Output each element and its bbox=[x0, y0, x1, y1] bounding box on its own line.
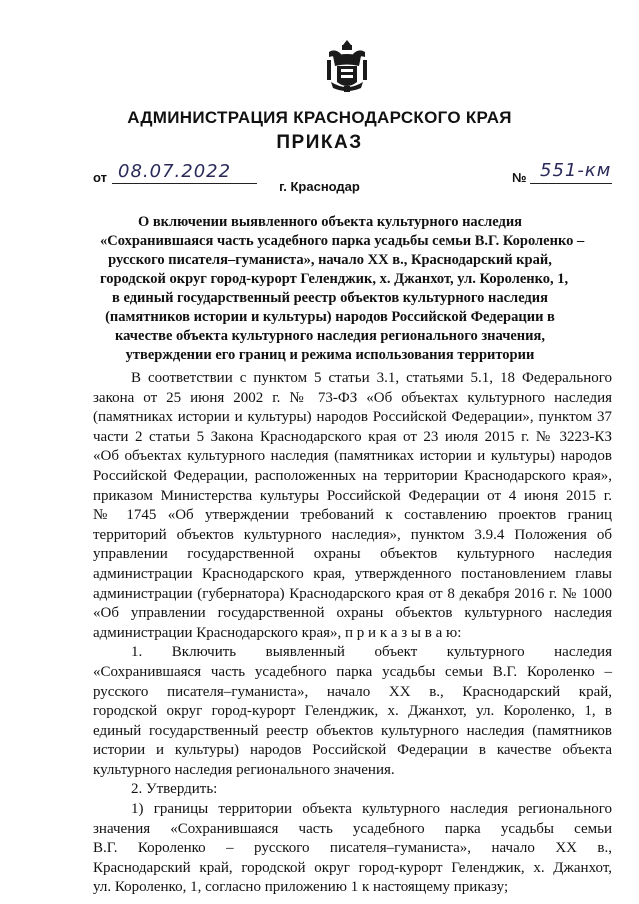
text-line: закона от 25 июня 2002 г. № 73-ФЗ «Об объектах культурного наследия bbox=[93, 389, 612, 406]
handwritten-date: 08.07.2022 bbox=[118, 161, 232, 182]
text-line: части 2 статьи 5 Закона Краснодарского края от 23 июля 2015 г. № 3223-КЗ bbox=[93, 428, 612, 445]
date-prefix: от bbox=[93, 170, 107, 185]
text-line: В соответствии с пунктом 5 статьи 3.1, статьями 5.1, 18 Федерального bbox=[131, 370, 612, 386]
subject-line: городской округ город-курорт Геленджик, х. Джанхот, ул. Короленко, 1, bbox=[100, 271, 569, 287]
text-line: единый государственный реестр объектов культурного наследия (памятников bbox=[93, 722, 612, 739]
text-line: территорий объектов культурного наследия», пунктом 3.9.4 Положения об bbox=[93, 526, 612, 543]
organization-title: АДМИНИСТРАЦИЯ КРАСНОДАРСКОГО КРАЯ bbox=[127, 108, 512, 127]
text-line: Краснодарский край, городской округ город-курорт Геленджик, х. Джанхот, bbox=[93, 859, 612, 876]
text-line: управлении государственной охраны объектов культурного наследия bbox=[93, 546, 612, 563]
subject-line: О включении выявленного объекта культурного наследия bbox=[137, 214, 523, 230]
text-line: истории и культуры) народов Российской Федерации в качестве объекта bbox=[93, 742, 612, 759]
item-2-1-paragraph bbox=[93, 800, 612, 898]
preamble-paragraph bbox=[93, 369, 612, 643]
text-line: администрации (губернатора) Краснодарского края от 8 декабря 2016 г. № 1000 bbox=[93, 585, 612, 602]
document-subject bbox=[100, 213, 585, 365]
handwritten-number: 551-км bbox=[540, 160, 612, 181]
number-prefix: № bbox=[512, 170, 527, 185]
document-body bbox=[93, 369, 612, 898]
text-line: администрации Краснодарского края, утвержденного постановлением главы bbox=[93, 565, 612, 582]
text-line: русского писателя–гуманиста», начало XX в., Краснодарский край, bbox=[93, 683, 612, 700]
coat-of-arms-icon bbox=[323, 38, 371, 94]
text-line: (памятниках истории и культуры) народов Российской Федерации», пунктом 37 bbox=[93, 409, 612, 426]
text-line: 1) границы территории объекта культурного наследия регионального bbox=[131, 801, 612, 818]
subject-line: качестве объекта культурного наследия регионального значения, bbox=[115, 328, 545, 344]
text-line: 1. Включить выявленный объект культурного наследия bbox=[131, 644, 612, 661]
text-line: значения «Сохранившаяся часть усадебного парка усадьбы семьи bbox=[93, 820, 612, 837]
document-type: ПРИКАЗ bbox=[276, 132, 363, 153]
subject-line: русского писателя–гуманиста», начало XX в., Краснодарский край, bbox=[108, 252, 552, 268]
text-line: приказом Министерства культуры Российской Федерации от 4 июня 2015 г. bbox=[93, 487, 612, 504]
text-line: культурного наследия регионального значения. bbox=[93, 761, 395, 778]
text-line: Российской Федерации, расположенных на территории Краснодарского края», bbox=[93, 467, 612, 484]
text-line: В.Г. Короленко – русского писателя–гуманиста», начало XX в., bbox=[93, 840, 612, 857]
text-line: администрации Краснодарского края», п р и к а з ы в а ю: bbox=[93, 624, 462, 641]
text-line: городской округ город-курорт Геленджик, х. Джанхот, ул. Короленко, 1, в bbox=[93, 703, 612, 720]
subject-line: в единый государственный реестр объектов культурного наследия bbox=[112, 290, 548, 306]
text-line: «Об управлении государственной охраны объектов культурного наследия bbox=[93, 605, 612, 622]
subject-line: (памятников истории и культуры) народов Российской Федерации в bbox=[105, 309, 555, 325]
text-line: 2. Утвердить: bbox=[131, 781, 218, 798]
text-line: «Об объектах культурного наследия (памятниках истории и культуры) народов bbox=[93, 448, 612, 465]
text-line: ул. Короленко, 1, согласно приложению 1 к настоящему приказу; bbox=[93, 879, 509, 896]
city: г. Краснодар bbox=[279, 179, 360, 194]
subject-line: «Сохранившаяся часть усадебного парка усадьбы семьи В.Г. Короленко – bbox=[100, 233, 585, 249]
text-line: «Сохранившаяся часть усадебного парка усадьбы семьи В.Г. Короленко – bbox=[93, 663, 612, 680]
item-1-paragraph bbox=[93, 643, 612, 780]
subject-line: утверждении его границ и режима использования территории bbox=[125, 347, 535, 363]
item-2-paragraph bbox=[93, 780, 612, 800]
text-line: № 1745 «Об утверждении требований к составлению проектов границ bbox=[93, 507, 612, 524]
